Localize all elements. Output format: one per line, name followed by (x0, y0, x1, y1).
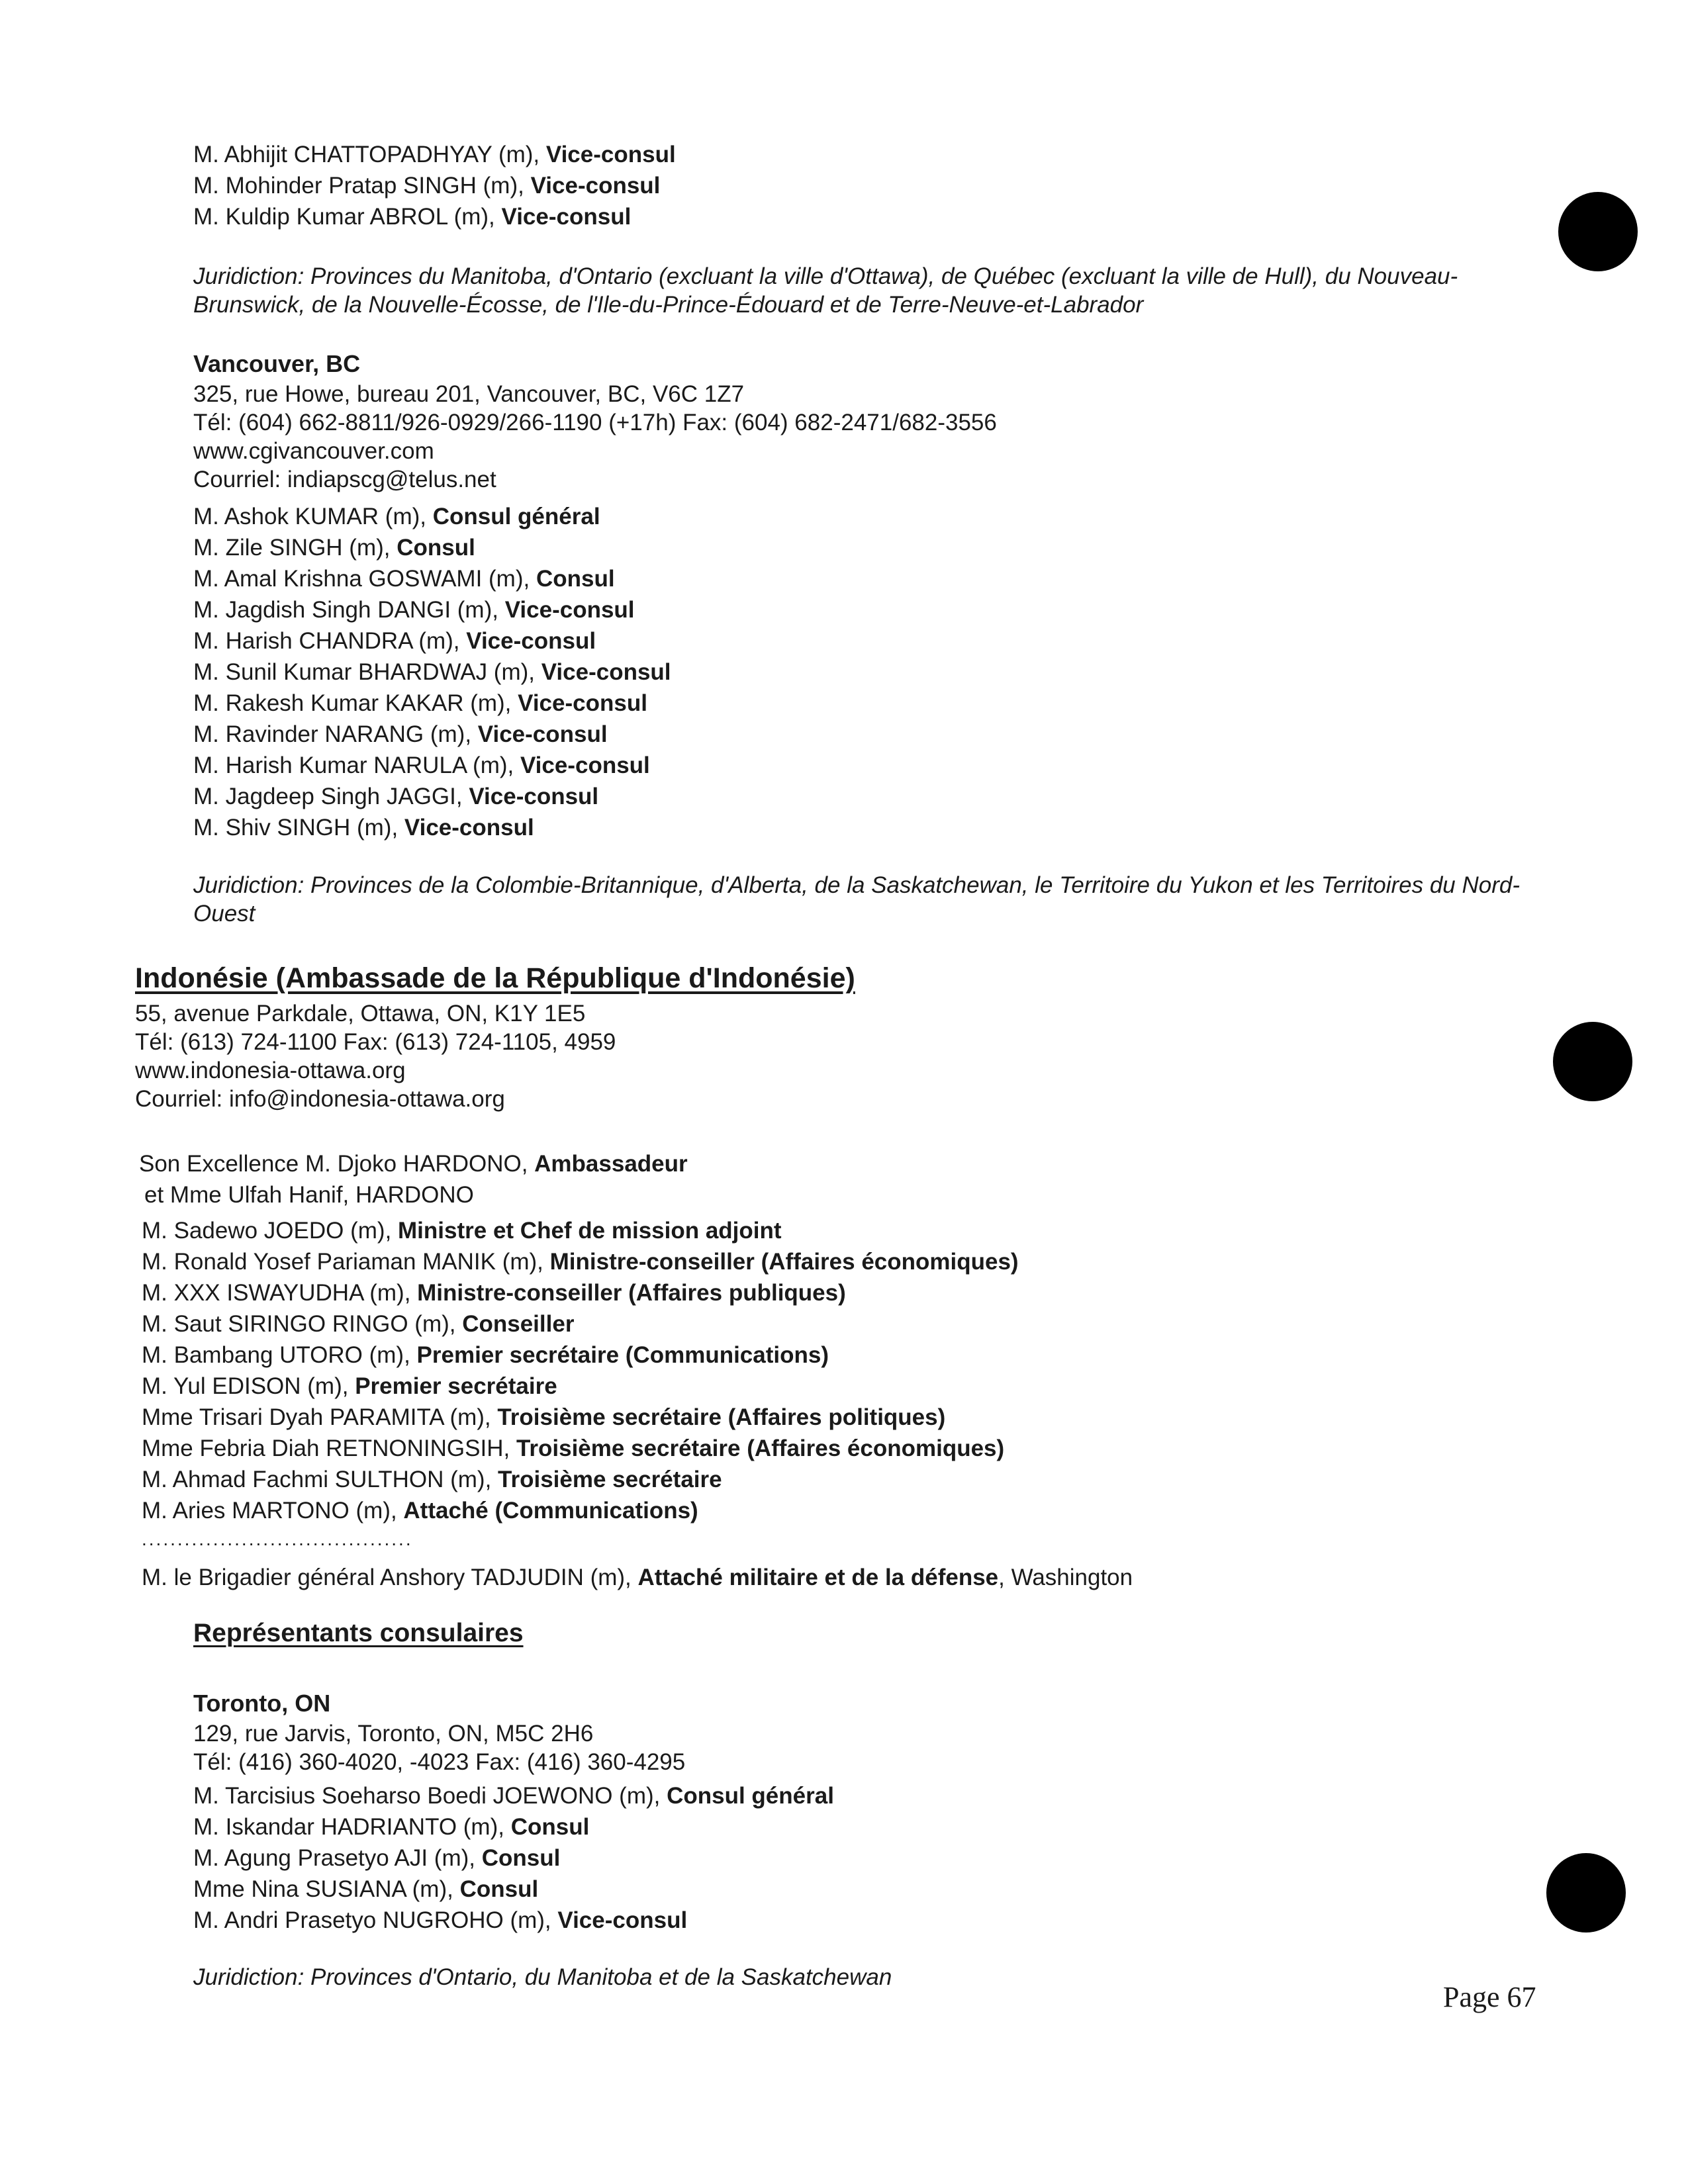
staff-entry: M. Amal Krishna GOSWAMI (m), Consul (193, 566, 615, 592)
spouse-entry: et Mme Ulfah Hanif, HARDONO (144, 1182, 474, 1208)
phone: Tél: (613) 724-1100 Fax: (613) 724-1105, 4959 (135, 1029, 616, 1055)
military-attache-entry: M. le Brigadier général Anshory TADJUDIN (m), Attaché militaire et de la défense, Washington (142, 1565, 1133, 1590)
jurisdiction-text: Juridiction: Provinces du Manitoba, d'Ontario (excluant la ville d'Ottawa), de Québec (excluant la ville de Hull), du Nouveau-Brunswick, de la Nouvelle-Écosse, de l'Ile-du-Prince-Édouard et de Terre-Neuve-et-Labrador (193, 263, 1458, 318)
staff-entry: M. Sunil Kumar BHARDWAJ (m), Vice-consul (193, 659, 671, 685)
phone: Tél: (604) 662-8811/926-0929/266-1190 (+17h) Fax: (604) 682-2471/682-3556 (193, 410, 997, 435)
staff-entry: M. Ashok KUMAR (m), Consul général (193, 504, 600, 529)
staff-entry: M. Ravinder NARANG (m), Vice-consul (193, 721, 608, 747)
staff-entry: M. Iskandar HADRIANTO (m), Consul (193, 1814, 590, 1840)
staff-entry: M. Bambang UTORO (m), Premier secrétaire (Communications) (142, 1342, 829, 1368)
staff-entry: M. Harish Kumar NARULA (m), Vice-consul (193, 752, 650, 778)
staff-entry: M. Agung Prasetyo AJI (m), Consul (193, 1845, 561, 1871)
email: Courriel: indiapscg@telus.net (193, 467, 496, 492)
staff-entry: M. Jagdeep Singh JAGGI, Vice-consul (193, 784, 599, 809)
ambassador-block (139, 1148, 688, 1210)
staff-entry: M. Mohinder Pratap SINGH (m), Vice-consul (193, 173, 661, 199)
jurisdiction-text: Juridiction: Provinces de la Colombie-Britannique, d'Alberta, de la Saskatchewan, le Territoire du Yukon et les Territoires du Nord-Ouest (193, 872, 1521, 927)
staff-entry: M. Rakesh Kumar KAKAR (m), Vice-consul (193, 690, 647, 716)
vancouver-section (193, 348, 997, 494)
staff-entry: M. Sadewo JOEDO (m), Ministre et Chef de mission adjoint (142, 1218, 782, 1244)
staff-entry: M. Aries MARTONO (m), Attaché (Communications) (142, 1498, 698, 1524)
staff-entry: Mme Febria Diah RETNONINGSIH, Troisième secrétaire (Affaires économiques) (142, 1435, 1005, 1461)
india-staff-list (193, 139, 676, 232)
page-number: Page 67 (1443, 1981, 1536, 2013)
indonesia-staff-list (142, 1215, 1019, 1526)
website: www.cgivancouver.com (193, 438, 434, 464)
punch-hole (1553, 1022, 1632, 1101)
toronto-section (193, 1688, 685, 1776)
staff-entry: M. Tarcisius Soeharso Boedi JOEWONO (m), Consul général (193, 1783, 834, 1809)
address: 55, avenue Parkdale, Ottawa, ON, K1Y 1E5 (135, 1001, 586, 1026)
website: www.indonesia-ottawa.org (135, 1058, 406, 1083)
staff-entry: M. Ronald Yosef Pariaman MANIK (m), Ministre-conseiller (Affaires économiques) (142, 1249, 1019, 1275)
email: Courriel: info@indonesia-ottawa.org (135, 1086, 505, 1112)
section-heading: Vancouver, BC (193, 350, 361, 377)
vancouver-staff-list (193, 501, 671, 843)
staff-entry: M. Jagdish Singh DANGI (m), Vice-consul (193, 597, 635, 623)
staff-entry: M. Ahmad Fachmi SULTHON (m), Troisième secrétaire (142, 1467, 722, 1492)
staff-entry: M. XXX ISWAYUDHA (m), Ministre-conseiller (Affaires publiques) (142, 1280, 846, 1306)
staff-entry: Mme Nina SUSIANA (m), Consul (193, 1876, 539, 1902)
staff-entry: M. Abhijit CHATTOPADHYAY (m), Vice-consul (193, 142, 676, 167)
staff-entry: M. Harish CHANDRA (m), Vice-consul (193, 628, 596, 654)
staff-entry: M. Shiv SINGH (m), Vice-consul (193, 815, 534, 841)
consular-heading: Représentants consulaires (193, 1619, 524, 1647)
toronto-staff-list (193, 1780, 834, 1936)
address: 129, rue Jarvis, Toronto, ON, M5C 2H6 (193, 1721, 594, 1747)
dotted-separator: ...................................... (142, 1529, 413, 1549)
ambassador-entry: Son Excellence M. Djoko HARDONO, Ambassadeur (139, 1151, 688, 1177)
staff-entry: M. Zile SINGH (m), Consul (193, 535, 475, 561)
staff-entry: M. Saut SIRINGO RINGO (m), Conseiller (142, 1311, 575, 1337)
staff-entry: Mme Trisari Dyah PARAMITA (m), Troisième secrétaire (Affaires politiques) (142, 1404, 946, 1430)
staff-entry: M. Yul EDISON (m), Premier secrétaire (142, 1373, 557, 1399)
staff-entry: M. Andri Prasetyo NUGROHO (m), Vice-consul (193, 1907, 688, 1933)
punch-hole (1546, 1853, 1626, 1933)
address: 325, rue Howe, bureau 201, Vancouver, BC, V6C 1Z7 (193, 381, 745, 407)
staff-entry: M. Kuldip Kumar ABROL (m), Vice-consul (193, 204, 632, 230)
country-heading: Indonésie (Ambassade de la République d'Indonésie) (135, 962, 855, 994)
punch-hole (1558, 192, 1638, 271)
section-heading: Toronto, ON (193, 1690, 331, 1717)
indonesia-contact (135, 999, 616, 1113)
phone: Tél: (416) 360-4020, -4023 Fax: (416) 360-4295 (193, 1749, 686, 1775)
jurisdiction-text: Juridiction: Provinces d'Ontario, du Manitoba et de la Saskatchewan (193, 1964, 892, 1990)
